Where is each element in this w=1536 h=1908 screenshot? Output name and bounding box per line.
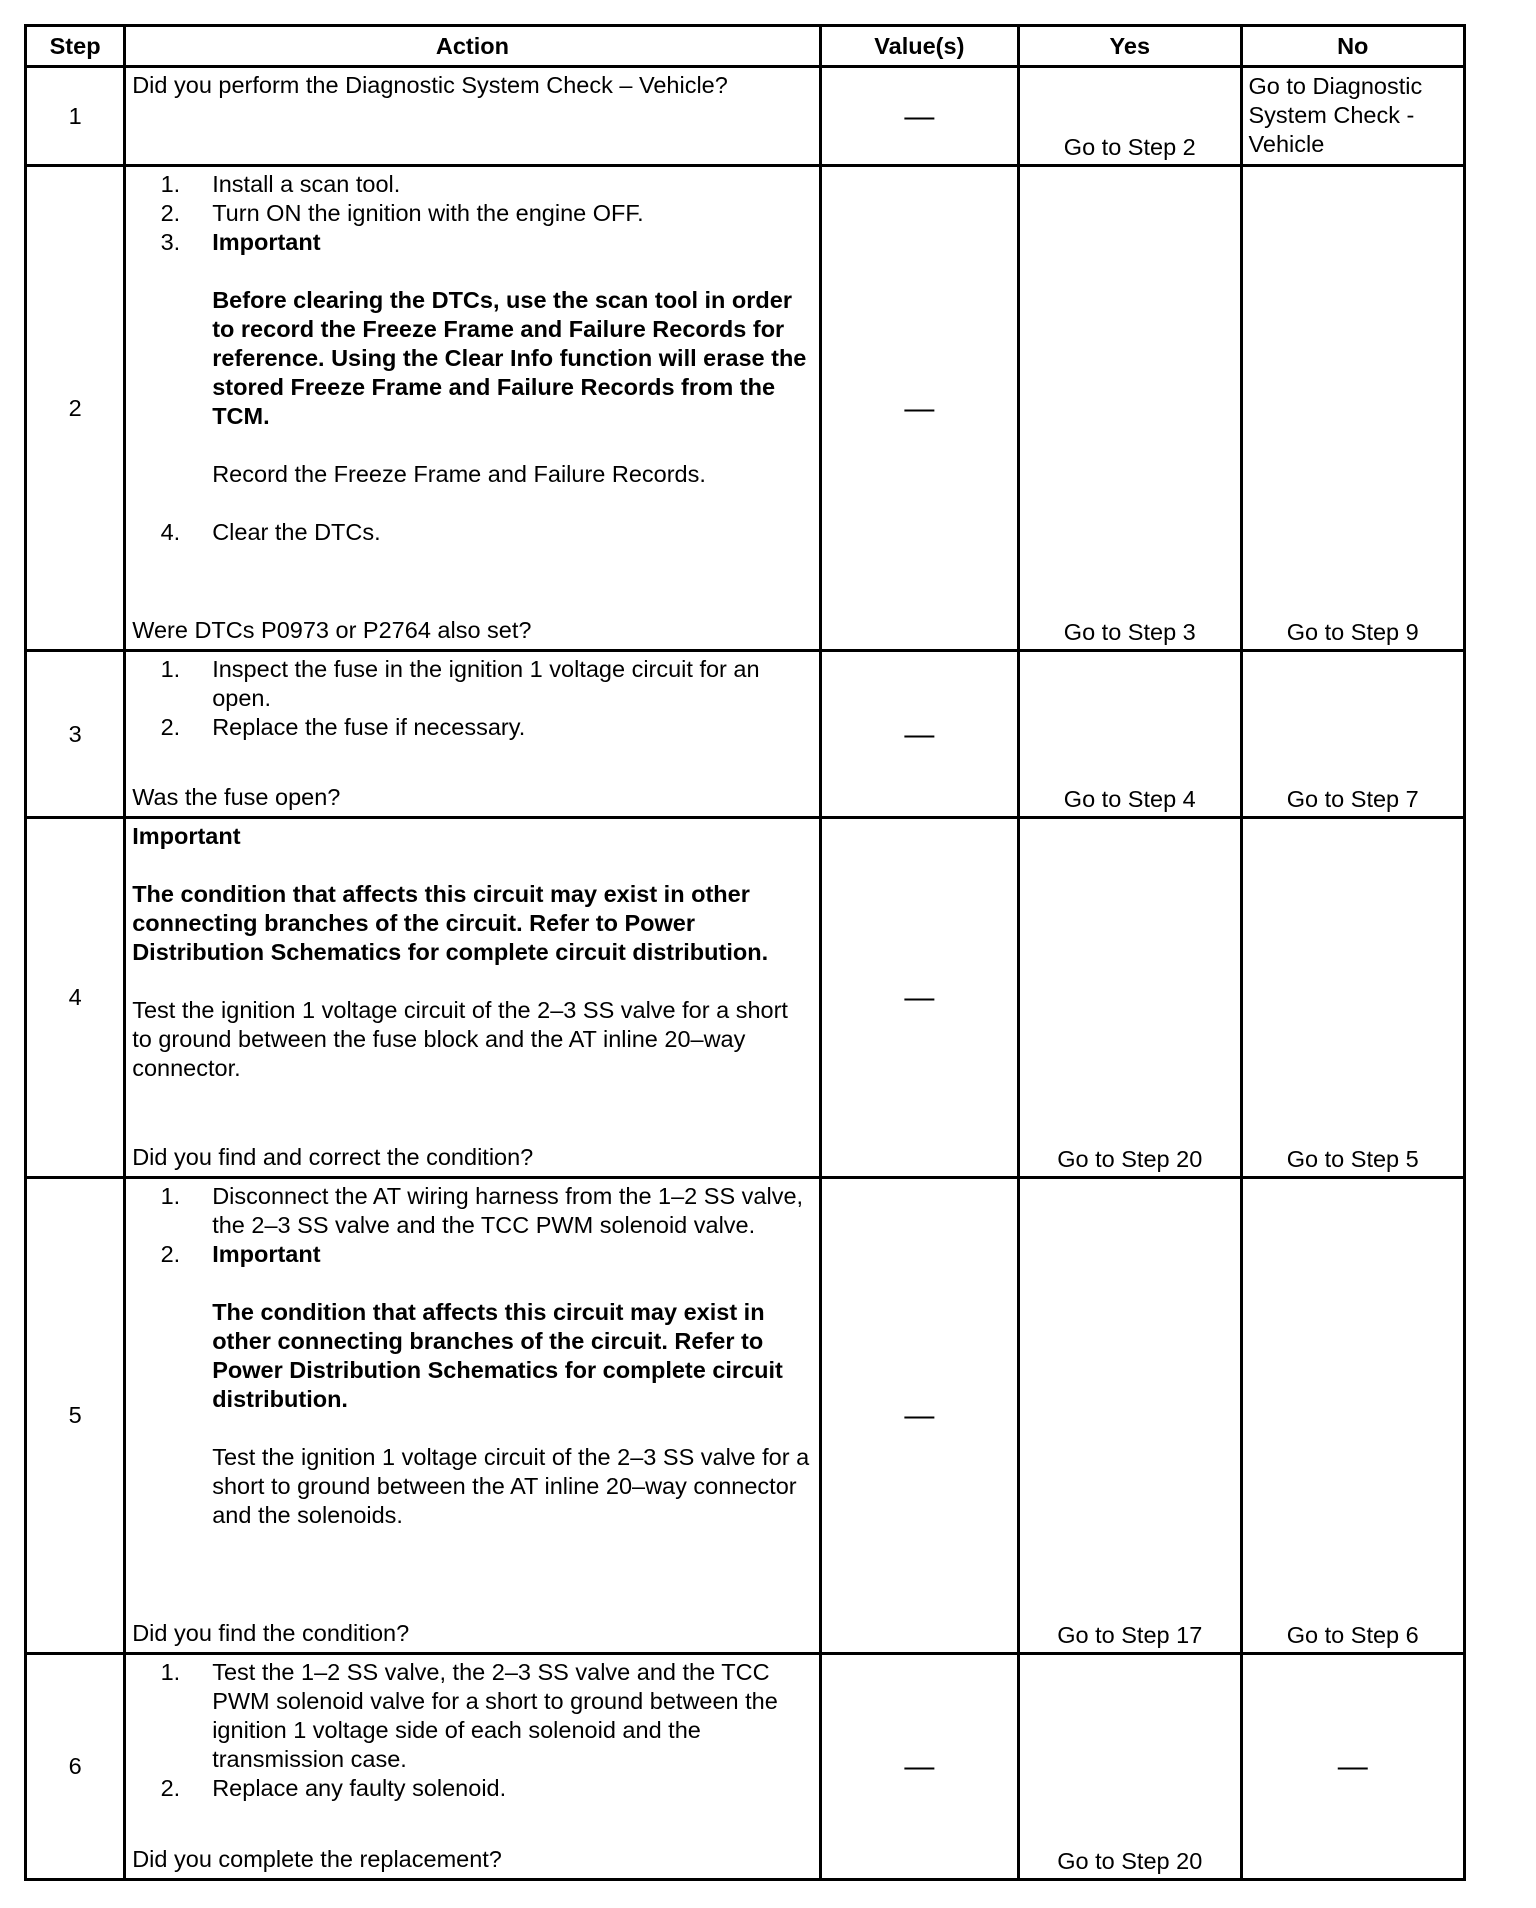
no-cell bbox=[1241, 818, 1465, 1178]
record-note: Record the Freeze Frame and Failure Records. bbox=[212, 461, 706, 487]
question-text: Did you perform the Diagnostic System Check – Vehicle? bbox=[132, 72, 728, 98]
value-cell: — bbox=[820, 166, 1018, 651]
header-step: Step bbox=[26, 26, 125, 67]
yes-text: Go to Step 3 bbox=[1063, 619, 1196, 645]
yes-cell bbox=[1019, 166, 1241, 651]
no-cell bbox=[1241, 1178, 1465, 1654]
header-row bbox=[26, 26, 1465, 67]
list-item: 2. Replace the fuse if necessary. bbox=[160, 714, 526, 740]
table-row-step-3 bbox=[26, 651, 1465, 818]
question-text: Were DTCs P0973 or P2764 also set? bbox=[132, 617, 532, 643]
no-cell bbox=[1241, 67, 1465, 166]
yes-cell bbox=[1019, 651, 1241, 818]
table-row-step-2 bbox=[26, 166, 1465, 651]
list-item: 1. Test the 1–2 SS valve, the 2–3 SS valve and the TCC PWM solenoid valve for a short to ground between the ignition 1 voltage side of each solenoid and the transmission case. bbox=[160, 1659, 778, 1772]
yes-cell bbox=[1019, 67, 1241, 166]
yes-text: Go to Step 4 bbox=[1063, 786, 1196, 812]
table-row-step-5 bbox=[26, 1178, 1465, 1654]
step-number: 2 bbox=[26, 166, 125, 651]
no-cell bbox=[1241, 651, 1465, 818]
list-item: 3. Important bbox=[160, 229, 321, 255]
diagnostic-table bbox=[24, 24, 1466, 1881]
test-instruction: Test the ignition 1 voltage circuit of the 2–3 SS valve for a short to ground between the AT inline 20–way connector and the solenoids. bbox=[212, 1444, 810, 1528]
list-item: 1. Disconnect the AT wiring harness from the 1–2 SS valve, the 2–3 SS valve and the TCC PWM solenoid valve. bbox=[160, 1183, 804, 1238]
list-item: 4. Clear the DTCs. bbox=[160, 519, 381, 545]
action-cell bbox=[125, 1654, 820, 1880]
no-cell: — bbox=[1241, 1654, 1465, 1880]
value-cell: — bbox=[820, 1654, 1018, 1880]
table-row-step-1 bbox=[26, 67, 1465, 166]
important-note: Before clearing the DTCs, use the scan tool in order to record the Freeze Frame and Failure Records for reference. Using the Clear Info function will erase the stored Freeze Frame and Failure Records from the TCM. bbox=[212, 287, 807, 429]
no-text: Go to Diagnostic System Check - Vehicle bbox=[1248, 73, 1423, 157]
header-action: Action bbox=[125, 26, 820, 67]
header-no: No bbox=[1241, 26, 1465, 67]
value-cell: — bbox=[820, 651, 1018, 818]
action-cell bbox=[125, 166, 820, 651]
no-cell bbox=[1241, 166, 1465, 651]
no-text: Go to Step 9 bbox=[1286, 619, 1419, 645]
important-label: Important bbox=[132, 823, 241, 849]
list-item: 1. Inspect the fuse in the ignition 1 voltage circuit for an open. bbox=[160, 656, 760, 711]
list-item: 2. Replace any faulty solenoid. bbox=[160, 1775, 507, 1801]
step-number: 5 bbox=[26, 1178, 125, 1654]
yes-text: Go to Step 17 bbox=[1057, 1622, 1203, 1648]
yes-text: Go to Step 20 bbox=[1057, 1848, 1203, 1874]
test-instruction: Test the ignition 1 voltage circuit of the 2–3 SS valve for a short to ground between the fuse block and the AT inline 20–way connector. bbox=[132, 997, 788, 1081]
action-cell bbox=[125, 818, 820, 1178]
yes-text: Go to Step 20 bbox=[1057, 1146, 1203, 1172]
no-text: Go to Step 7 bbox=[1286, 786, 1419, 812]
value-cell: — bbox=[820, 67, 1018, 166]
no-text: Go to Step 6 bbox=[1286, 1622, 1419, 1648]
important-note: The condition that affects this circuit may exist in other connecting branches of the circuit. Refer to Power Distribution Schematics for complete circuit distribution. bbox=[132, 881, 769, 965]
step-number: 3 bbox=[26, 651, 125, 818]
header-yes: Yes bbox=[1019, 26, 1241, 67]
yes-cell bbox=[1019, 1654, 1241, 1880]
action-cell bbox=[125, 1178, 820, 1654]
question-text: Did you find and correct the condition? bbox=[132, 1144, 534, 1170]
step-number: 6 bbox=[26, 1654, 125, 1880]
table-row-step-4 bbox=[26, 818, 1465, 1178]
table-row-step-6 bbox=[26, 1654, 1465, 1880]
list-item: 1. Install a scan tool. bbox=[160, 171, 401, 197]
value-cell: — bbox=[820, 1178, 1018, 1654]
step-number: 4 bbox=[26, 818, 125, 1178]
list-item: 2. Turn ON the ignition with the engine OFF. bbox=[160, 200, 644, 226]
important-note: The condition that affects this circuit may exist in other connecting branches of the circuit. Refer to Power Distribution Schematics for complete circuit distribution. bbox=[212, 1299, 783, 1412]
yes-text: Go to Step 2 bbox=[1063, 134, 1196, 160]
question-text: Was the fuse open? bbox=[132, 784, 341, 810]
action-cell bbox=[125, 651, 820, 818]
yes-cell bbox=[1019, 818, 1241, 1178]
question-text: Did you find the condition? bbox=[132, 1620, 410, 1646]
question-text: Did you complete the replacement? bbox=[132, 1846, 502, 1872]
value-cell: — bbox=[820, 818, 1018, 1178]
yes-cell bbox=[1019, 1178, 1241, 1654]
list-item: 2. Important bbox=[160, 1241, 321, 1267]
header-values: Value(s) bbox=[820, 26, 1018, 67]
action-cell bbox=[125, 67, 820, 166]
step-number: 1 bbox=[26, 67, 125, 166]
no-text: Go to Step 5 bbox=[1286, 1146, 1419, 1172]
